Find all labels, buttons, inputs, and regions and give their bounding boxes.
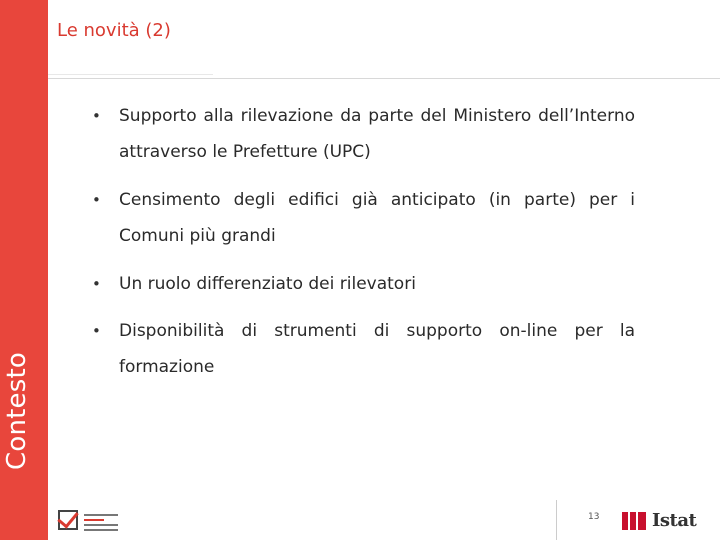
page-number: 13 bbox=[588, 512, 600, 522]
logo-lines bbox=[84, 514, 118, 534]
bullet-text: Un ruolo differenziato dei rilevatori bbox=[119, 274, 416, 294]
sidebar-band bbox=[0, 0, 48, 540]
bullet-dot: • bbox=[92, 107, 101, 125]
title-underline bbox=[48, 74, 213, 75]
bullet-dot: • bbox=[92, 322, 101, 340]
census-checkbox-logo-icon bbox=[58, 508, 120, 540]
bullet-dot: • bbox=[92, 191, 101, 209]
istat-mark bbox=[622, 512, 646, 530]
bullet-text: Disponibilità di strumenti di supporto on-line per la formazione bbox=[119, 321, 635, 377]
footer-divider bbox=[556, 500, 557, 540]
bullet-text: Censimento degli edifici già anticipato (in parte) per i Comuni più grandi bbox=[119, 190, 635, 246]
bullet-text: Supporto alla rilevazione da parte del Ministero dell’Interno attraverso le Prefetture (UPC) bbox=[119, 106, 635, 162]
bullet-dot: • bbox=[92, 275, 101, 293]
slide-title: Le novità (2) bbox=[57, 20, 171, 41]
header-divider bbox=[48, 78, 720, 79]
sidebar-section-label: Contesto bbox=[2, 352, 32, 470]
istat-wordmark: Istat bbox=[652, 510, 697, 531]
